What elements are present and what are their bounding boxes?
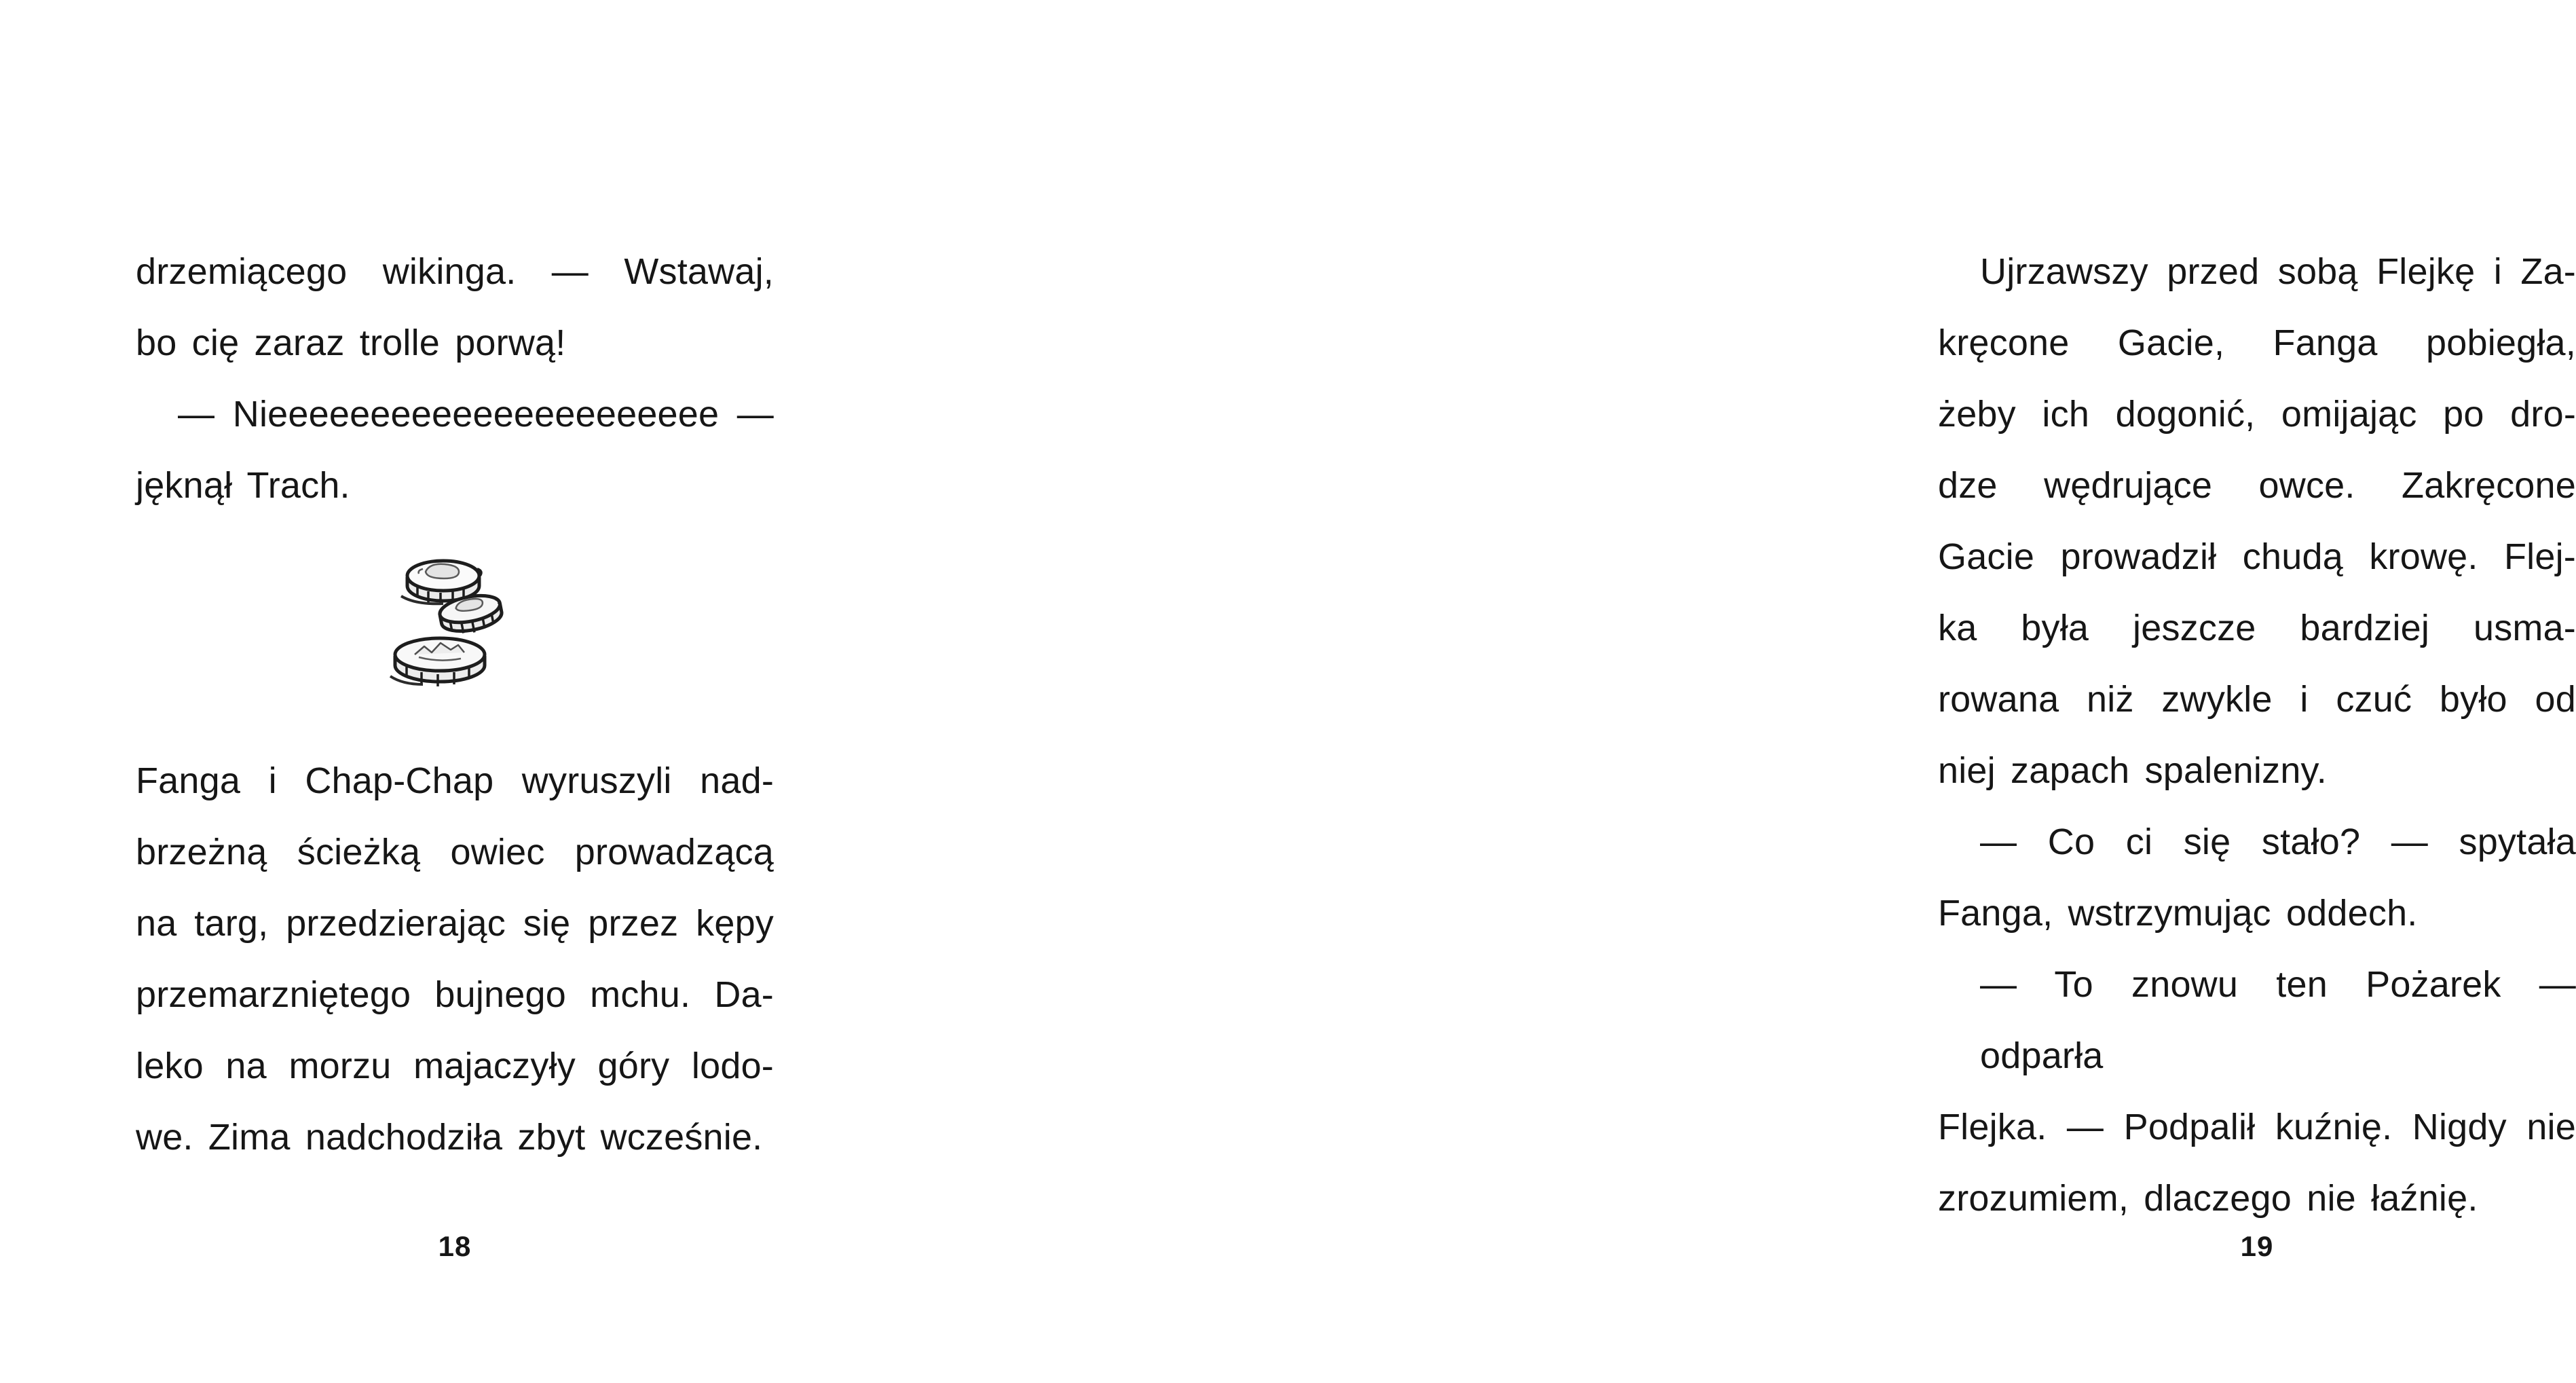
text-line: we. Zima nadchodziła zbyt wcześnie. [136,1117,763,1158]
page-number-right: 19 [2240,1230,2274,1262]
text-line: Fanga i Chap-Chap wyruszyli nad- [136,760,774,801]
page-number-left: 18 [438,1230,472,1262]
right-paragraphs [1938,236,2576,1234]
text-line: ka była jeszcze bardziej usma- [1938,608,2576,648]
text-line: dze wędrujące owce. Zakręcone [1938,465,2576,506]
text-line: Gacie prowadził chudą krowę. Flej- [1938,536,2576,577]
text-line: bo cię zaraz trolle porwą! [136,322,566,363]
text-line: Flejka. — Podpalił kuźnię. Nigdy nie [1938,1107,2576,1147]
text-line: Ujrzawszy przed sobą Flejkę i Za- [1980,251,2576,292]
text-line: kręcone Gacie, Fanga pobiegła, [1938,322,2576,363]
page-18 [0,0,901,1383]
text-line: niej zapach spalenizny. [1938,750,2327,791]
text-line: leko na morzu majaczyły góry lodo- [136,1046,774,1086]
text-line: przemarzniętego bujnego mchu. Da- [136,974,774,1015]
text-line: brzeżną ścieżką owiec prowadzącą [136,832,774,872]
text-line: drzemiącego wikinga. — Wstawaj, [136,251,774,292]
falling-slices-illustration [384,542,526,698]
page-19 [901,0,2576,1383]
slice-bottom-icon [390,638,485,686]
text-line: rowana niż zwykle i czuć było od [1938,679,2576,720]
left-paragraph-top [136,236,774,521]
text-line: — Co ci się stało? — spytała [1980,822,2576,862]
text-line: na targ, przedzierając się przez kępy [136,903,774,944]
text-line: — To znowu ten Pożarek — odparła [1980,964,2576,1076]
text-line: Fanga, wstrzymując oddech. [1938,893,2418,934]
text-line: żeby ich dogonić, omijając po dro- [1938,394,2576,435]
text-line: — Nieeeeeeeeeeeeeeeeeeeeee — [178,394,774,435]
text-line: jęknął Trach. [136,465,350,506]
left-paragraph-bottom [136,745,774,1173]
text-line: zrozumiem, dlaczego nie łaźnię. [1938,1178,2478,1219]
